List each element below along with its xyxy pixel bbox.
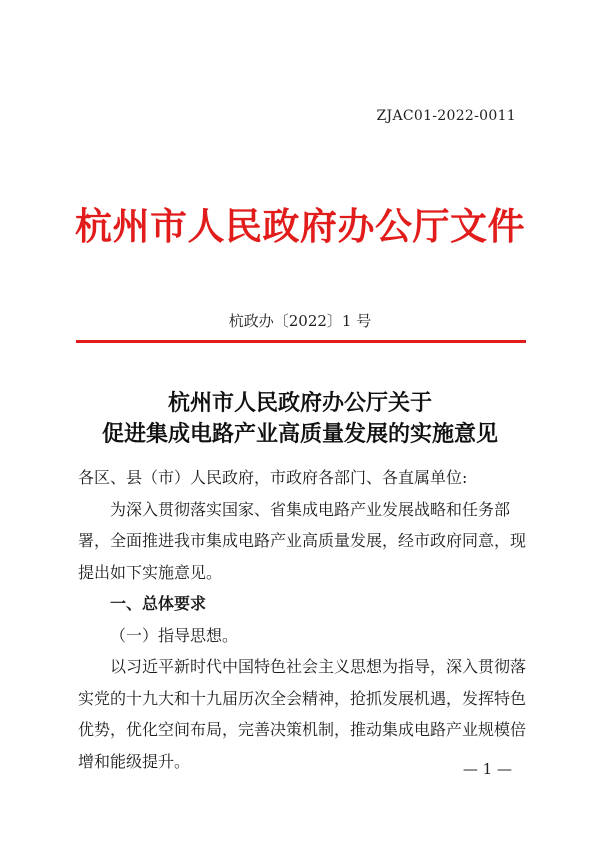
document-number: 杭政办〔2022〕1 号 [228, 312, 372, 330]
paragraph-line-2: 实党的十九大和十九届历次全会精神，抢抓发展机遇，发挥特色 [78, 688, 527, 708]
paragraph-line-4: 增和能级提升。 [78, 751, 191, 771]
intro-line-3: 提出如下实施意见。 [78, 562, 223, 582]
title-line-2: 促进集成电路产业高质量发展的实施意见 [101, 421, 498, 447]
paragraph-line-1: 以习近平新时代中国特色社会主义思想为指导，深入贯彻落 [110, 657, 527, 676]
title-line-1: 杭州市人民政府办公厅关于 [167, 390, 432, 416]
subsection-heading: （一）指导思想。 [110, 625, 239, 645]
page-number: — 1 — [462, 760, 512, 778]
document-body [78, 462, 528, 777]
document-title [0, 388, 600, 450]
issuing-authority-header: 杭州市人民政府办公厅文件 [75, 204, 525, 248]
paragraph-line-3: 优势，优化空间布局，完善决策机制，推动集成电路产业规模倍 [78, 720, 527, 739]
section-heading: 一、总体要求 [110, 594, 207, 613]
addressee-line: 各区、县（市）人民政府，市政府各部门、各直属单位: [78, 468, 468, 487]
intro-line-2: 署，全面推进我市集成电路产业高质量发展，经市政府同意，现 [78, 531, 527, 550]
red-divider-line [76, 340, 526, 343]
intro-line-1: 为深入贯彻落实国家、省集成电路产业发展战略和任务部 [110, 499, 511, 519]
document-code: ZJAC01-2022-0011 [376, 108, 516, 124]
